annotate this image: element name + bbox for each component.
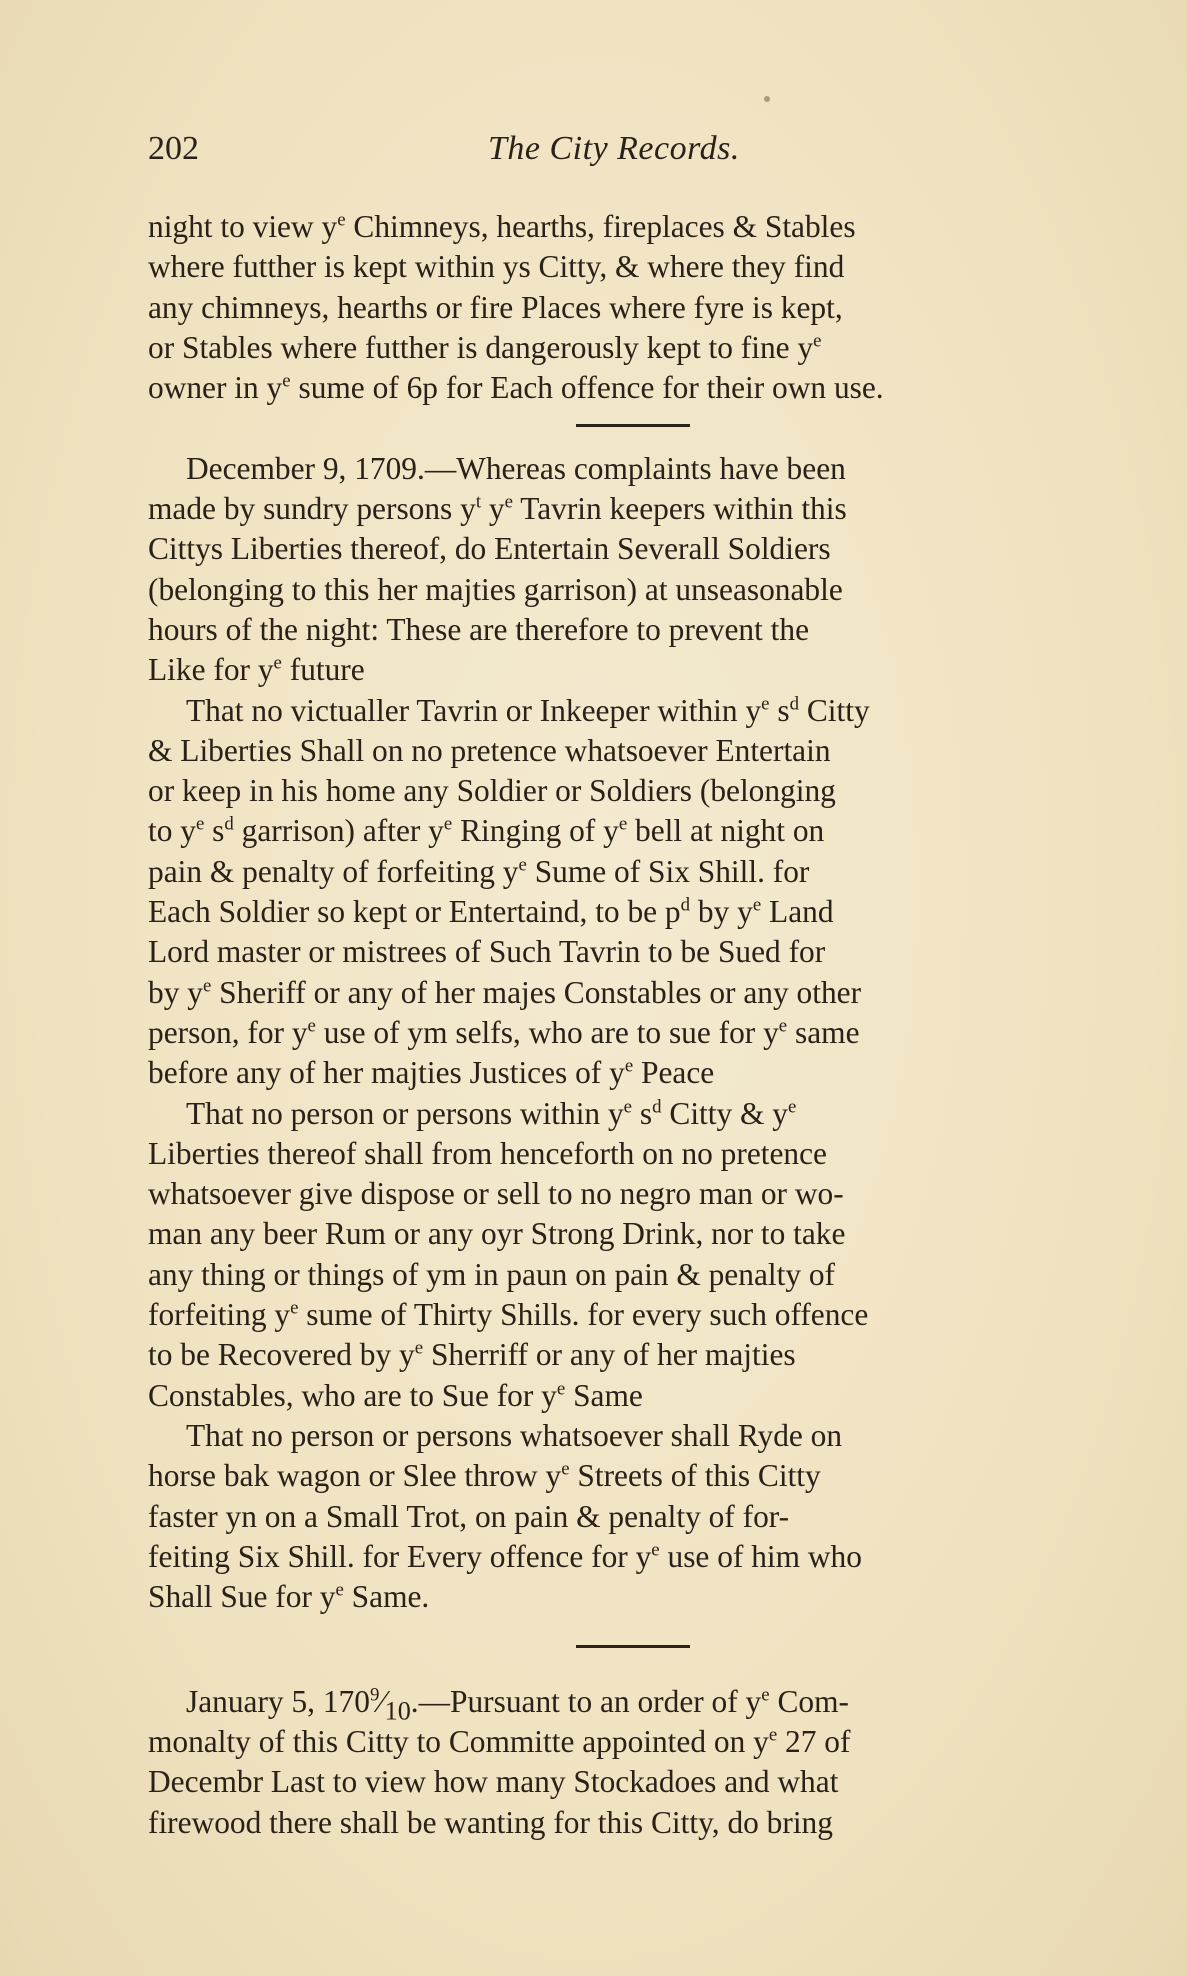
text-line: night to view $y^e$ Chimneys, hearths, fireplaces & Stables xyxy=(148,209,856,244)
paragraph-negro-drink xyxy=(148,1094,1148,1416)
text-line: Like for $y^e$ future xyxy=(148,652,365,688)
text-line: man any beer Rum or any oyr Strong Drink, nor to take xyxy=(148,1216,846,1252)
page-number: 202 xyxy=(148,130,199,167)
text-line: any thing or things of ym in paun on pain & penalty of xyxy=(148,1256,836,1292)
text-line: That no person or persons within $y^e$ $s^d$ Citty & $y^e$ xyxy=(186,1095,797,1131)
text-line: owner in $y^e$ sume of 6p for Each offence for their own use. xyxy=(148,370,884,406)
text-line: or Stables where futther is dangerously kept to fine $y^e$ xyxy=(148,329,822,365)
text-line: before any of her majties Justices of $y^e$ Peace xyxy=(148,1055,715,1091)
text-line: (belonging to this her majties garrison) at unseasonable xyxy=(148,571,843,607)
text-line: Shall Sue for $y^e$ Same. xyxy=(148,1579,430,1615)
section-divider-1 xyxy=(148,408,1148,448)
text-line: hours of the night: These are therefore to prevent the xyxy=(148,611,809,647)
text-line: faster yn on a Small Trot, on pain & penalty of for- xyxy=(148,1498,790,1534)
text-line: & Liberties Shall on no pretence whatsoever Entertain xyxy=(148,732,831,768)
page-header xyxy=(148,130,1148,180)
text-line: forfeiting $y^e$ sume of Thirty Shills. for every such offence xyxy=(148,1297,869,1333)
text-line: to $y^e$ $s^d$ garrison) after $y^e$ Ringing of $y^e$ bell at night on xyxy=(148,813,825,849)
ink-speck xyxy=(764,96,770,102)
text-line: Liberties thereof shall from henceforth on no pretence xyxy=(148,1135,827,1171)
text-line: December 9, 1709.—Whereas complaints have been xyxy=(186,450,846,486)
text-line: pain & penalty of forfeiting $y^e$ Sume of Six Shill. for xyxy=(148,853,810,889)
text-line: Constables, who are to Sue for $y^e$ Same xyxy=(148,1377,643,1413)
paragraph-tavern-soldiers xyxy=(148,691,1148,1094)
paragraph-jan-1710 xyxy=(148,1682,1148,1843)
text-line: Lord master or mistrees of Such Tavrin to be Sued for xyxy=(148,934,826,970)
text-line: Cittys Liberties thereof, do Entertain Severall Soldiers xyxy=(148,531,831,567)
text-line: That no victualler Tavrin or Inkeeper within $y^e$ $s^d$ Citty xyxy=(186,692,870,728)
text-line: monalty of this Citty to Committe appointed on $y^e$ 27 of xyxy=(148,1723,851,1759)
text-line: horse bak wagon or Slee throw $y^e$ Streets of this Citty xyxy=(148,1458,821,1494)
text-line: feiting Six Shill. for Every offence for $y^e$ use of him who xyxy=(148,1538,862,1574)
text-line: where futther is kept within ys Citty, & where they find xyxy=(148,249,845,285)
text-line: or keep in his home any Soldier or Soldiers (belonging xyxy=(148,773,836,809)
text-line: any chimneys, hearths or fire Places where fyre is kept, xyxy=(148,289,843,325)
paragraph-chimneys xyxy=(148,207,1148,408)
page-body xyxy=(148,207,1148,1843)
text-line: by $y^e$ Sheriff or any of her majes Constables or any other xyxy=(148,974,862,1010)
text-line: to be Recovered by $y^e$ Sherriff or any of her majties xyxy=(148,1337,796,1373)
section-divider-2 xyxy=(148,1629,1148,1669)
paragraph-dec-1709-preamble xyxy=(148,449,1148,691)
text-line: Each Soldier so kept or Entertaind, to be $p^d$ by $y^e$ Land xyxy=(148,894,834,930)
text-line: firewood there shall be wanting for this Citty, do bring xyxy=(148,1804,833,1840)
text-line: person, for $y^e$ use of ym selfs, who are to sue for $y^e$ same xyxy=(148,1014,860,1050)
text-line: That no person or persons whatsoever shall Ryde on xyxy=(186,1417,843,1453)
text-line: Decembr Last to view how many Stockadoes and what xyxy=(148,1764,839,1800)
running-title: The City Records. xyxy=(488,130,740,167)
text-line: whatsoever give dispose or sell to no negro man or wo- xyxy=(148,1176,844,1212)
text-line: January 5, $170^9⁄_{10}.—Pursuant$ to an order of $y^e$ Com- xyxy=(186,1683,849,1725)
paragraph-riding-streets xyxy=(148,1416,1148,1617)
text-line: made by sundry persons $y^t$ $y^e$ Tavrin keepers within this xyxy=(148,491,847,527)
